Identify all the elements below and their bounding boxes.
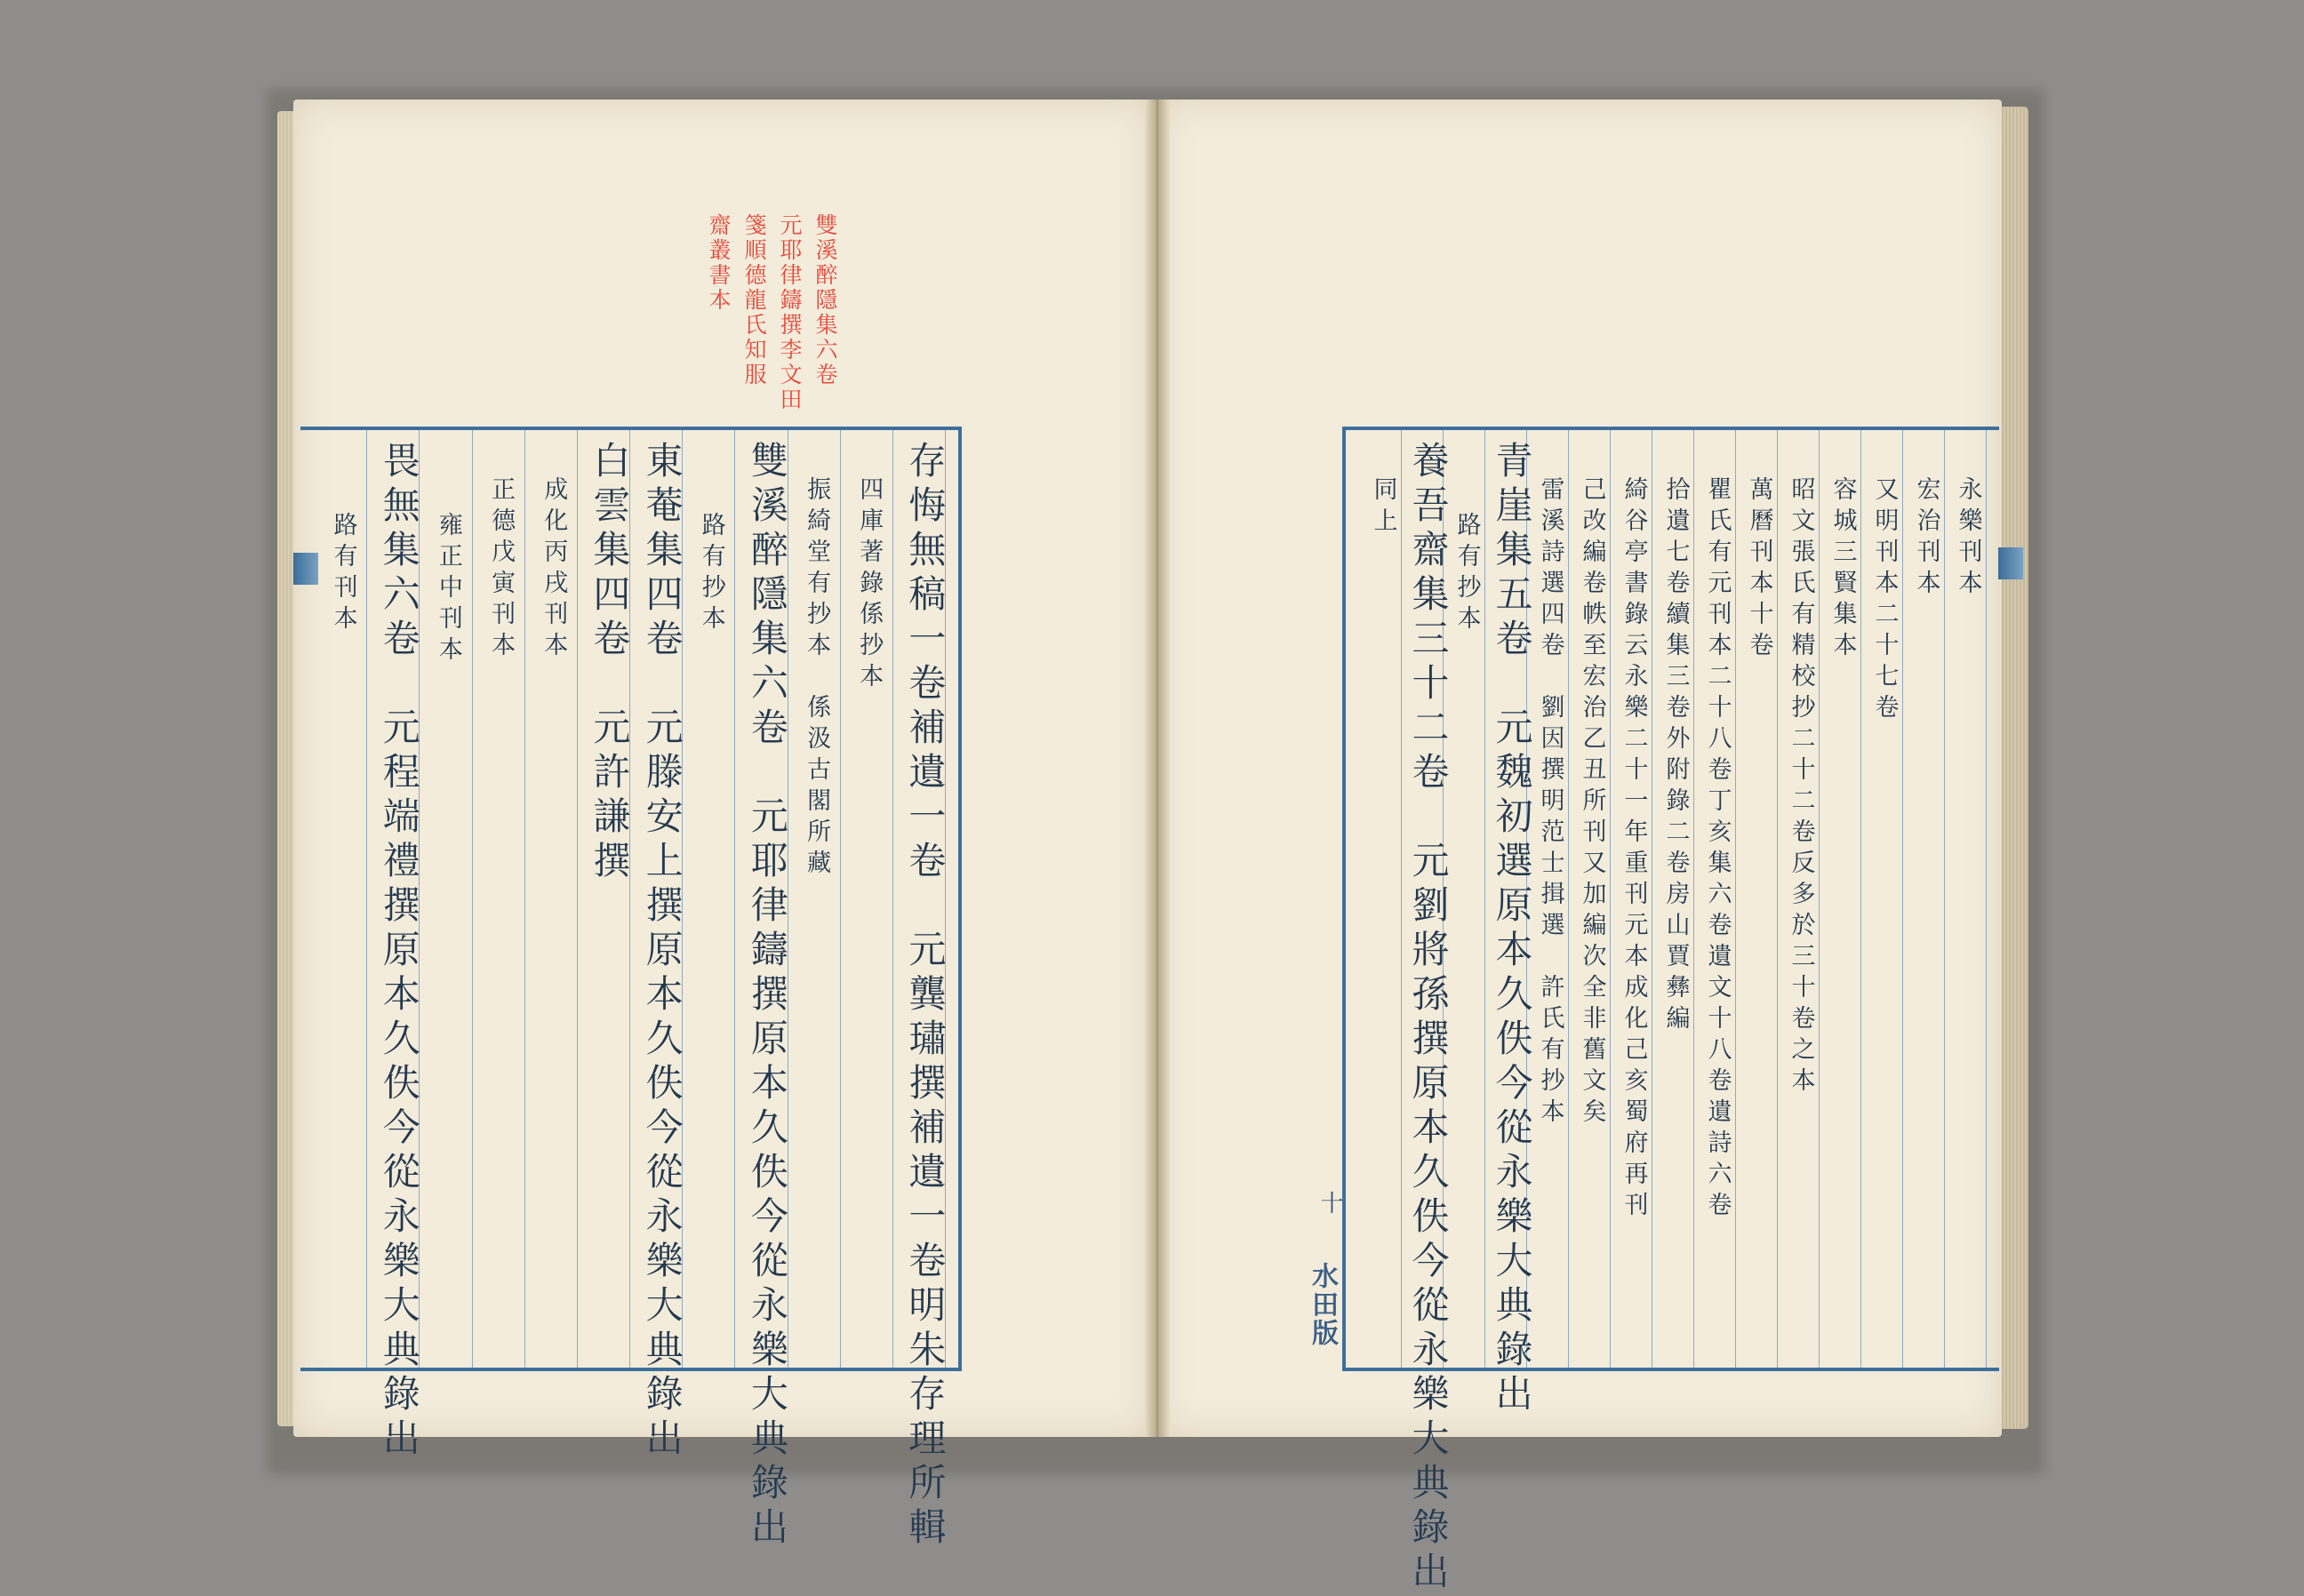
right-text-column: 宏治刊本 — [1912, 476, 1940, 601]
left-column-rule — [840, 430, 841, 1368]
left-text-column: 白雲集四卷 元許謙撰 — [588, 441, 632, 885]
right-column-rule — [1484, 430, 1485, 1368]
right-column-rule — [1860, 430, 1861, 1368]
right-text-column: 萬曆刊本十卷 — [1745, 476, 1773, 663]
left-text-column: 成化丙戌刊本 — [540, 476, 568, 663]
right-column-rule — [1693, 430, 1694, 1368]
left-text-column: 路有刊本 — [329, 512, 357, 636]
left-text-column: 東菴集四卷 元滕安上撰原本久佚今從永樂大典錄出 — [640, 441, 684, 1463]
stamp-line-2: 元耶律鑄撰李文田 — [777, 213, 803, 412]
left-text-column: 四庫著錄係抄本 — [855, 476, 884, 694]
right-text-column: 容城三賢集本 — [1828, 476, 1857, 663]
left-text-frame — [300, 427, 962, 1552]
right-text-column: 青崖集五卷 元魏初選原本久佚今從永樂大典錄出 — [1490, 441, 1534, 1418]
right-column-rule — [1902, 430, 1903, 1368]
left-text-column: 存悔無稿一卷補遺一卷 元龔璛撰補遺一卷明朱存理所輯 — [903, 441, 948, 1552]
right-text-column: 拾遺七卷續集三卷外附錄二卷房山賈彝編 — [1661, 476, 1690, 1036]
stamp-line-1: 雙溪醉隱集六卷 — [812, 213, 838, 387]
right-column-rule — [1944, 430, 1945, 1368]
left-column-rule — [734, 430, 735, 1368]
right-column-rule — [1610, 430, 1611, 1368]
right-column-rule — [1401, 430, 1402, 1368]
right-column-rule — [1986, 430, 1987, 1368]
left-text-column: 畏無集六卷 元程端禮撰原本久佚今從永樂大典錄出 — [377, 441, 421, 1463]
left-column-rule — [366, 430, 367, 1368]
right-text-column: 同上 — [1369, 476, 1397, 539]
red-title-stamp — [702, 213, 841, 412]
right-text-column: 永樂刊本 — [1954, 476, 1982, 601]
left-column-rule — [577, 430, 578, 1368]
right-column-rule — [1735, 430, 1736, 1368]
right-text-column: 昭文張氏有精校抄二十二卷反多於三十卷之本 — [1787, 476, 1815, 1098]
right-text-column: 瞿氏有元刊本二十八卷丁亥集六卷遺文十八卷遺詩六卷 — [1703, 476, 1732, 1223]
right-column-rule — [1777, 430, 1778, 1368]
right-column-rule — [1819, 430, 1820, 1368]
right-column-rule — [1568, 430, 1569, 1368]
left-column-rule — [524, 430, 525, 1368]
right-text-column: 養吾齋集三十二卷 元劉將孫撰原本久佚今從永樂大典錄出 — [1406, 441, 1451, 1596]
stamp-line-4: 齋叢書本 — [706, 213, 732, 313]
right-text-column: 綺谷亭書錄云永樂二十一年重刊元本成化己亥蜀府再刊 — [1620, 476, 1648, 1223]
left-text-column: 正德戊寅刊本 — [487, 476, 516, 663]
right-text-column: 路有抄本 — [1452, 512, 1481, 636]
stamp-line-3: 箋順德龍氏知服 — [741, 213, 767, 387]
right-text-frame — [1342, 427, 1999, 1596]
left-column-rule — [472, 430, 473, 1368]
left-text-column: 路有抄本 — [697, 512, 725, 636]
right-text-column: 又明刊本二十七卷 — [1870, 476, 1899, 725]
left-column-rule — [892, 430, 893, 1368]
book-gutter — [1145, 100, 1170, 1437]
left-text-column: 雍正中刊本 — [434, 512, 462, 667]
right-text-column: 己改編卷帙至宏治乙丑所刊又加編次全非舊文矣 — [1578, 476, 1606, 1129]
publisher-mark: 水田版 — [1307, 1262, 1338, 1347]
page-number: 十 — [1316, 1191, 1343, 1219]
left-text-column: 雙溪醉隱集六卷 元耶律鑄撰原本久佚今從永樂大典錄出 — [745, 441, 789, 1552]
left-text-column: 振綺堂有抄本 係汲古閣所藏 — [803, 476, 831, 881]
right-blue-tab — [1998, 547, 2023, 579]
right-page-edges — [2000, 107, 2028, 1429]
right-text-column: 雷溪詩選四卷 劉因撰明范士揖選 許氏有抄本 — [1536, 476, 1564, 1129]
